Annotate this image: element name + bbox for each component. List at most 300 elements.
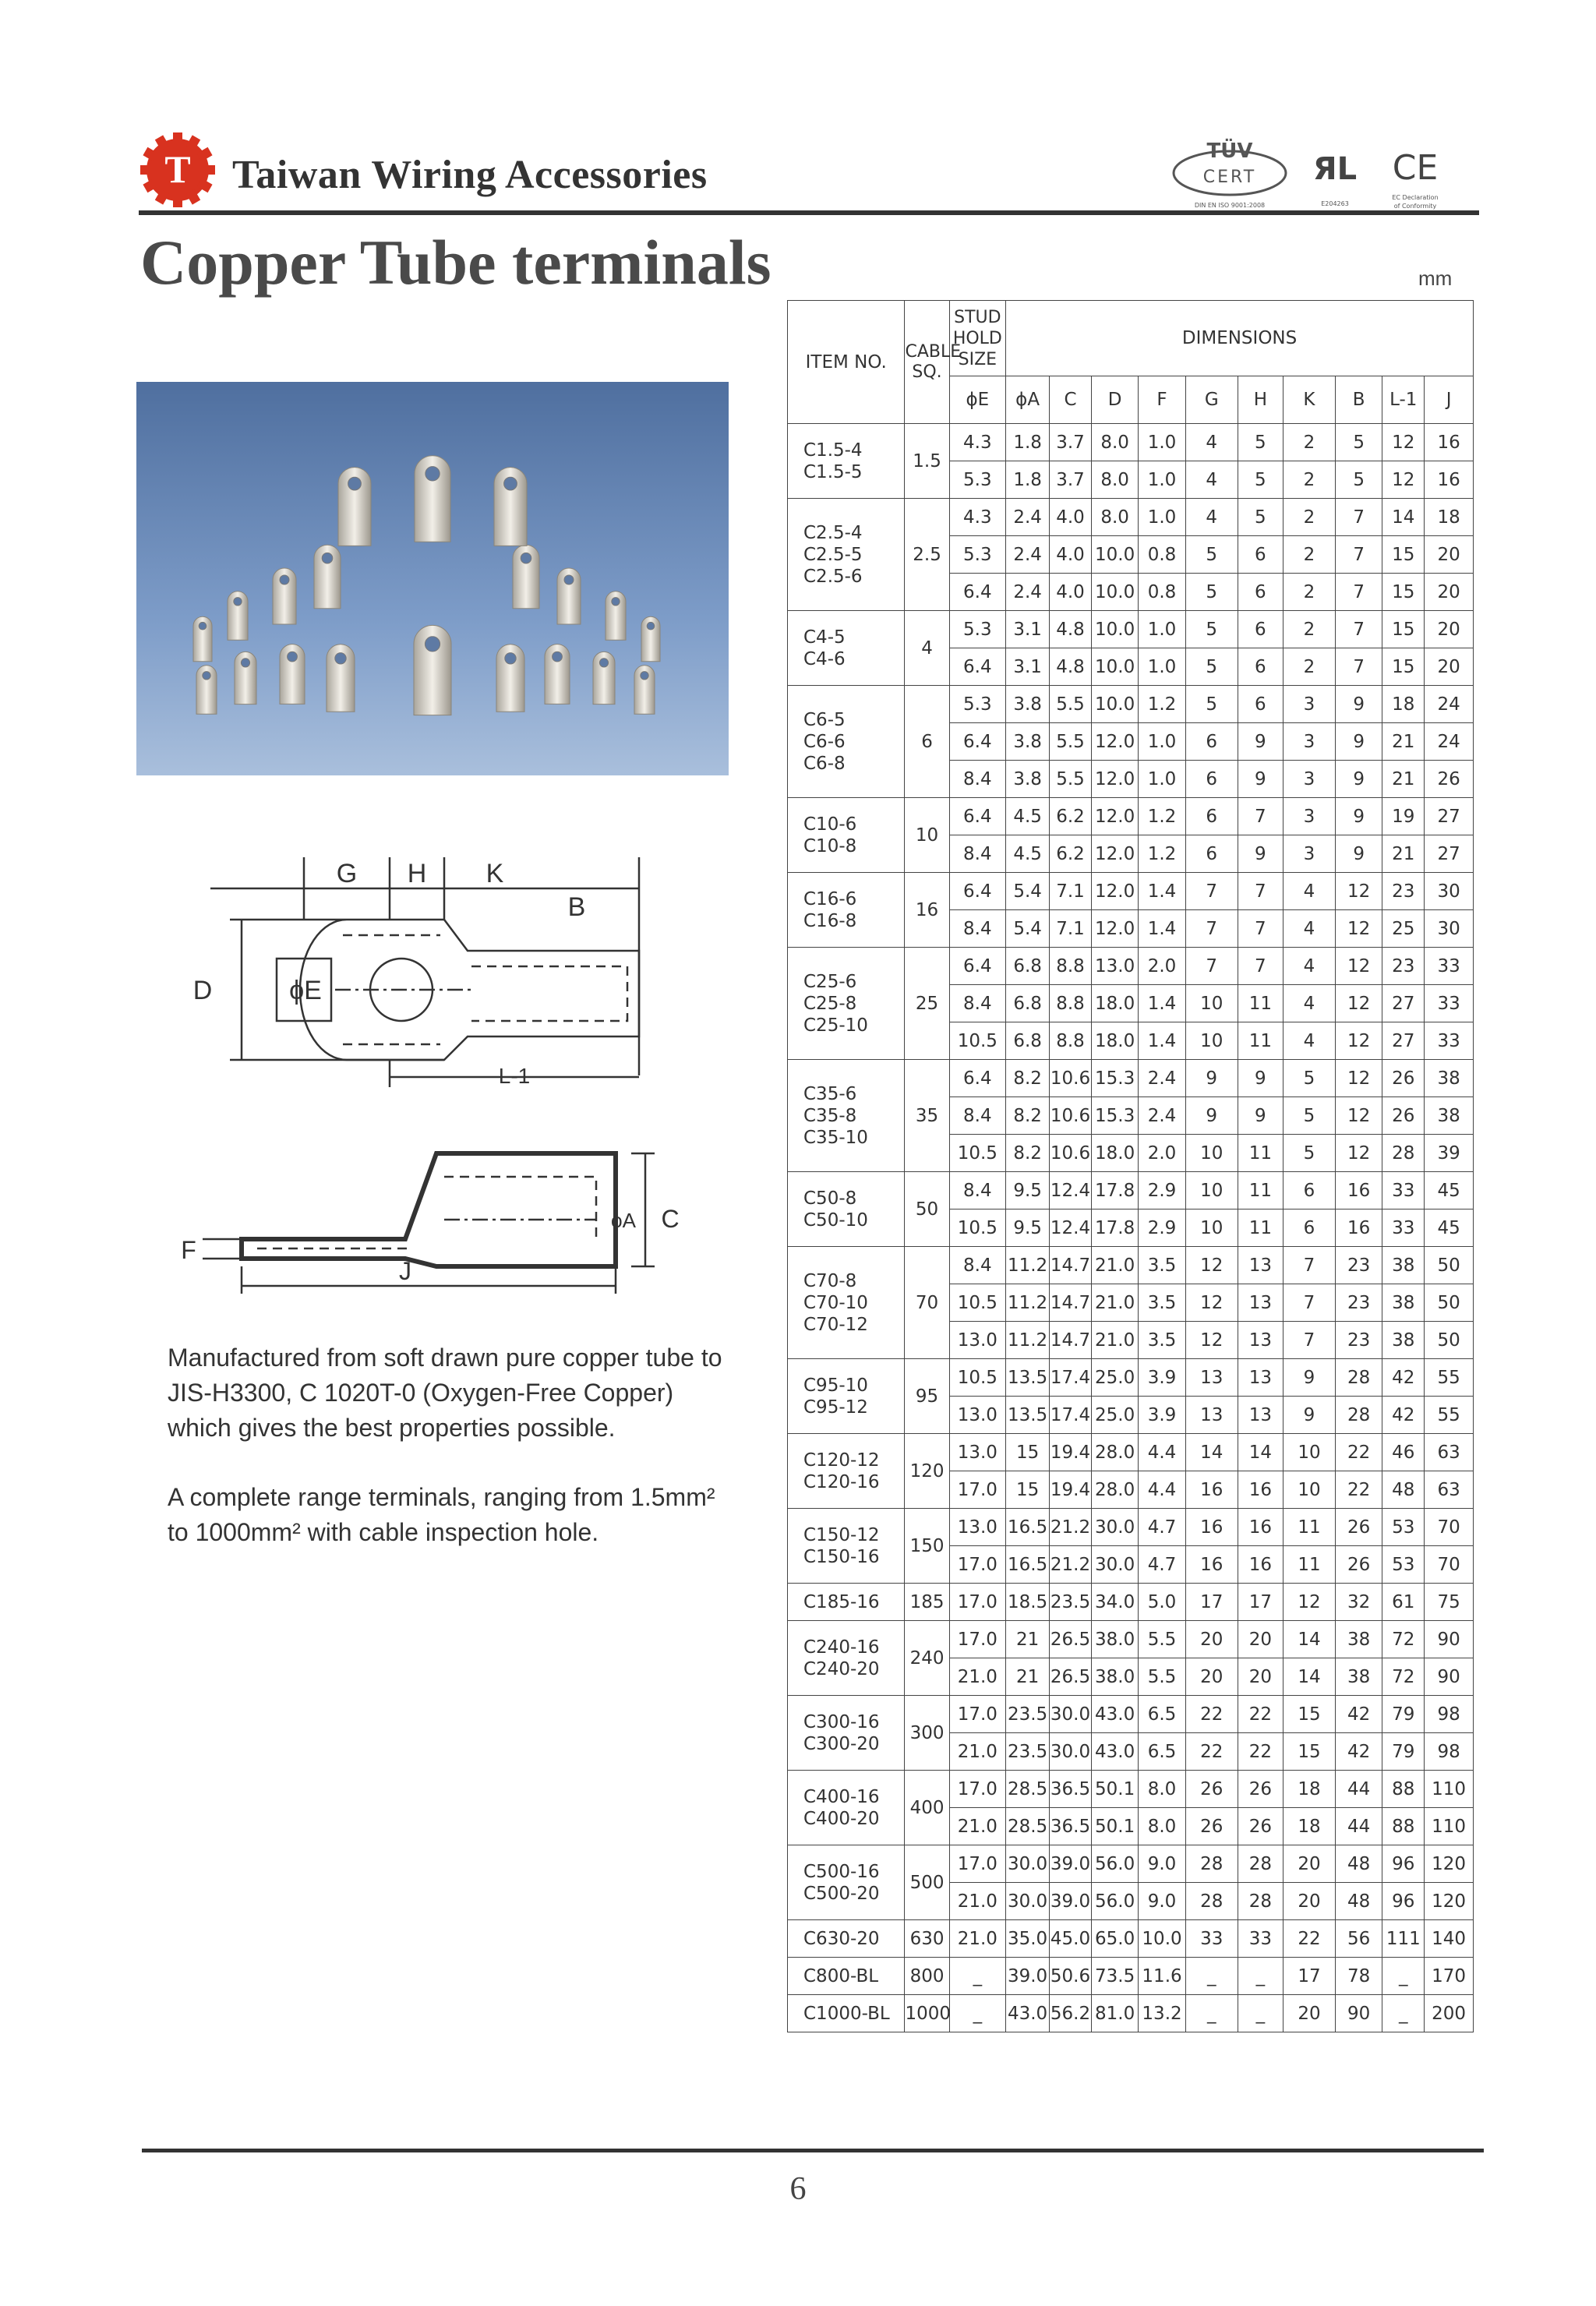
value-cell: 48 [1335,1883,1382,1920]
value-cell: 28 [1238,1845,1283,1883]
value-cell: 21.0 [1091,1284,1138,1322]
value-cell: 11 [1238,1172,1283,1210]
value-cell: 2 [1283,574,1335,611]
value-cell: 7 [1283,1247,1335,1284]
value-cell: 43.0 [1006,1995,1050,2032]
item-number-cell: C2.5-4 C2.5-5 C2.5-6 [788,499,905,611]
specification-table-body [788,424,1474,2032]
value-cell: 7 [1335,648,1382,686]
value-cell: 42 [1335,1733,1382,1771]
header-stud-e: ϕE [949,376,1006,424]
value-cell: 120 [1425,1845,1474,1883]
value-cell: 21.2 [1050,1509,1092,1546]
value-cell: 34.0 [1091,1584,1138,1621]
lug-hole [288,652,298,662]
dim-label-k: K [486,859,504,888]
item-number-cell: C240-16 C240-20 [788,1621,905,1696]
value-cell: 19 [1382,798,1425,835]
value-cell: 50.1 [1091,1771,1138,1808]
value-cell: 6 [1185,798,1238,835]
cable-sq-cell: 35 [905,1060,949,1172]
brand-logo-letter: T [164,147,191,191]
value-cell: 8.0 [1139,1771,1185,1808]
header-dim-1: C [1050,376,1092,424]
value-cell: 7 [1238,798,1283,835]
value-cell: 28 [1382,1135,1425,1172]
value-cell: 2 [1283,461,1335,499]
value-cell: 26 [1335,1546,1382,1584]
table-row [788,1434,1474,1471]
value-cell: 5.5 [1050,761,1092,798]
value-cell: 8.4 [949,985,1006,1022]
value-cell: 11.2 [1006,1284,1050,1322]
value-cell: 20 [1283,1883,1335,1920]
value-cell: 9 [1335,686,1382,723]
value-cell: 140 [1425,1920,1474,1958]
value-cell: 10.6 [1050,1097,1092,1135]
value-cell: 6 [1185,761,1238,798]
value-cell: 14 [1283,1658,1335,1696]
value-cell: 53 [1382,1509,1425,1546]
value-cell: 10 [1185,1172,1238,1210]
table-row [788,948,1474,985]
value-cell: 18.0 [1091,1022,1138,1060]
value-cell: 33 [1238,1920,1283,1958]
value-cell: 3 [1283,723,1335,761]
value-cell: 28 [1335,1397,1382,1434]
description-paragraph-2: A complete range terminals, ranging from 1.5mm² to 1000mm² with cable inspection hole. [168,1483,715,1546]
value-cell: 3 [1283,798,1335,835]
value-cell: 6 [1185,835,1238,873]
value-cell: 63 [1425,1471,1474,1509]
value-cell: 30.0 [1006,1845,1050,1883]
value-cell: 6.2 [1050,798,1092,835]
value-cell: 9.0 [1139,1883,1185,1920]
cable-sq-cell: 185 [905,1584,949,1621]
value-cell: 4.8 [1050,648,1092,686]
value-cell: 79 [1382,1696,1425,1733]
value-cell: 21.0 [1091,1247,1138,1284]
value-cell: 28.0 [1091,1471,1138,1509]
value-cell: 10.5 [949,1210,1006,1247]
header-dim-4: G [1185,376,1238,424]
value-cell: 33 [1425,1022,1474,1060]
value-cell: 70 [1425,1509,1474,1546]
value-cell: 8.2 [1006,1135,1050,1172]
value-cell: 7 [1238,948,1283,985]
value-cell: 20 [1185,1658,1238,1696]
value-cell: 15 [1382,536,1425,574]
value-cell: 4.8 [1050,611,1092,648]
value-cell: 39.0 [1050,1883,1092,1920]
value-cell: 56.2 [1050,1995,1092,2032]
value-cell: 22 [1283,1920,1335,1958]
value-cell: 16 [1425,424,1474,461]
value-cell: 56 [1335,1920,1382,1958]
value-cell: 1.8 [1006,461,1050,499]
value-cell: 13 [1238,1247,1283,1284]
value-cell: 5.0 [1139,1584,1185,1621]
value-cell: 17.0 [949,1696,1006,1733]
value-cell: 28.5 [1006,1808,1050,1845]
value-cell: 2.9 [1139,1172,1185,1210]
value-cell: 13.0 [949,1434,1006,1471]
value-cell: 110 [1425,1808,1474,1845]
table-row [788,499,1474,536]
value-cell: 15 [1382,611,1425,648]
dim-label-f: F [181,1236,196,1264]
item-number-cell: C95-10 C95-12 [788,1359,905,1434]
value-cell: 38 [1335,1621,1382,1658]
dim-label-j: J [399,1257,411,1285]
value-cell: 27 [1425,798,1474,835]
value-cell: 7 [1185,910,1238,948]
value-cell: 4.3 [949,424,1006,461]
value-cell: 15 [1382,648,1425,686]
table-row [788,1584,1474,1621]
value-cell: 6.4 [949,1060,1006,1097]
value-cell: 26 [1185,1808,1238,1845]
header-stud-hold-size: STUD HOLD SIZE [949,301,1006,376]
product-description [168,1340,729,1584]
value-cell: 8.8 [1050,985,1092,1022]
value-cell: 36.5 [1050,1771,1092,1808]
value-cell: 6.4 [949,873,1006,910]
value-cell: 5 [1283,1097,1335,1135]
value-cell: 15 [1283,1733,1335,1771]
lug-hole [348,477,362,490]
value-cell: 9.5 [1006,1172,1050,1210]
tuv-cert-label: CERT [1202,168,1257,187]
item-number-cell: C120-12 C120-16 [788,1434,905,1509]
ul-mark-icon: ЯL [1312,151,1358,187]
lug-hole [641,672,648,680]
value-cell: 14.7 [1050,1284,1092,1322]
value-cell: 18 [1283,1808,1335,1845]
value-cell: 15.3 [1091,1060,1138,1097]
value-cell: 19.4 [1050,1471,1092,1509]
value-cell: 17.0 [949,1771,1006,1808]
lug-hole [234,598,242,606]
value-cell: 12 [1185,1322,1238,1359]
value-cell: 7 [1185,948,1238,985]
value-cell: 18 [1382,686,1425,723]
value-cell: 3.7 [1050,461,1092,499]
value-cell: 3.7 [1050,424,1092,461]
value-cell: 20 [1283,1995,1335,2032]
value-cell: 17.8 [1091,1172,1138,1210]
value-cell: 21 [1382,723,1425,761]
value-cell: 23 [1382,948,1425,985]
tuv-caption: DIN EN ISO 9001:2008 [1194,202,1266,209]
value-cell: 38.0 [1091,1658,1138,1696]
value-cell: 6.8 [1006,1022,1050,1060]
value-cell: 17.0 [949,1845,1006,1883]
value-cell: 78 [1335,1958,1382,1995]
value-cell: 2.0 [1139,948,1185,985]
cable-sq-cell: 500 [905,1845,949,1920]
value-cell: 75 [1425,1584,1474,1621]
value-cell: _ [1382,1958,1425,1995]
value-cell: 11 [1238,985,1283,1022]
value-cell: 18.0 [1091,985,1138,1022]
value-cell: 12 [1382,461,1425,499]
value-cell: 1.0 [1139,761,1185,798]
value-cell: 30.0 [1050,1733,1092,1771]
value-cell: 6 [1283,1210,1335,1247]
table-row [788,1621,1474,1658]
value-cell: 14 [1238,1434,1283,1471]
value-cell: 3.8 [1006,761,1050,798]
value-cell: 2 [1283,536,1335,574]
value-cell: 20 [1425,574,1474,611]
value-cell: 38 [1382,1284,1425,1322]
item-number-cell: C70-8 C70-10 C70-12 [788,1247,905,1359]
value-cell: 9 [1335,798,1382,835]
lug-hole [425,467,440,481]
value-cell: 16 [1185,1546,1238,1584]
value-cell: 9.0 [1139,1845,1185,1883]
value-cell: 10.0 [1091,611,1138,648]
value-cell: 17 [1238,1584,1283,1621]
value-cell: 36.5 [1050,1808,1092,1845]
value-cell: 2 [1283,499,1335,536]
value-cell: 8.2 [1006,1097,1050,1135]
value-cell: 50 [1425,1247,1474,1284]
value-cell: 16 [1238,1546,1283,1584]
lug-hole [504,477,517,490]
value-cell: 9 [1238,761,1283,798]
value-cell: 3.1 [1006,648,1050,686]
value-cell: 27 [1382,985,1425,1022]
header-dim-6: K [1283,376,1335,424]
value-cell: 18.5 [1006,1584,1050,1621]
product-photo [136,382,729,775]
value-cell: _ [949,1995,1006,2032]
value-cell: 5.4 [1006,873,1050,910]
value-cell: 70 [1425,1546,1474,1584]
lug-hole [280,575,289,584]
value-cell: 98 [1425,1733,1474,1771]
value-cell: 28 [1185,1883,1238,1920]
value-cell: 98 [1425,1696,1474,1733]
value-cell: 12 [1335,948,1382,985]
value-cell: 4 [1185,424,1238,461]
value-cell: 56.0 [1091,1883,1138,1920]
value-cell: 26 [1382,1097,1425,1135]
specification-table [787,300,1474,2032]
lug-hole [599,659,608,667]
value-cell: 8.0 [1091,424,1138,461]
value-cell: 44 [1335,1808,1382,1845]
value-cell: 4 [1283,873,1335,910]
header-item-no: ITEM NO. [788,301,905,424]
value-cell: 63 [1425,1434,1474,1471]
value-cell: 20 [1425,648,1474,686]
value-cell: 15 [1283,1696,1335,1733]
value-cell: 15.3 [1091,1097,1138,1135]
value-cell: 23 [1335,1247,1382,1284]
value-cell: 17.4 [1050,1397,1092,1434]
value-cell: 1.0 [1139,499,1185,536]
value-cell: 50.6 [1050,1958,1092,1995]
value-cell: 11.6 [1139,1958,1185,1995]
value-cell: 7 [1185,873,1238,910]
value-cell: 26.5 [1050,1621,1092,1658]
value-cell: 4.7 [1139,1546,1185,1584]
table-row [788,1958,1474,1995]
value-cell: 1.4 [1139,1022,1185,1060]
value-cell: 4 [1185,461,1238,499]
value-cell: 13.5 [1006,1359,1050,1397]
cable-sq-cell: 630 [905,1920,949,1958]
value-cell: 6 [1238,611,1283,648]
value-cell: 4.5 [1006,835,1050,873]
value-cell: 50 [1425,1322,1474,1359]
value-cell: 33 [1382,1210,1425,1247]
value-cell: 1.4 [1139,985,1185,1022]
value-cell: 2.4 [1006,499,1050,536]
dim-label-l1: L-1 [498,1064,531,1088]
value-cell: 3.8 [1006,723,1050,761]
value-cell: 65.0 [1091,1920,1138,1958]
value-cell: 30.0 [1091,1546,1138,1584]
value-cell: 81.0 [1091,1995,1138,2032]
value-cell: 4.0 [1050,499,1092,536]
value-cell: 5 [1185,536,1238,574]
brand-logo-icon [139,131,217,209]
value-cell: 4 [1283,910,1335,948]
value-cell: 15 [1382,574,1425,611]
value-cell: 39.0 [1050,1845,1092,1883]
value-cell: 5 [1238,461,1283,499]
value-cell: 28 [1238,1883,1283,1920]
value-cell: 6.5 [1139,1696,1185,1733]
dim-label-a: ϕA [611,1209,636,1232]
cable-sq-cell: 800 [905,1958,949,1995]
gear-tooth [173,195,182,207]
cable-sq-cell: 70 [905,1247,949,1359]
value-cell: 26.5 [1050,1658,1092,1696]
value-cell: 50 [1425,1284,1474,1322]
value-cell: 4 [1185,499,1238,536]
value-cell: 6 [1238,686,1283,723]
value-cell: 3.9 [1139,1359,1185,1397]
value-cell: 5 [1238,424,1283,461]
value-cell: 42 [1335,1696,1382,1733]
value-cell: 38 [1382,1322,1425,1359]
value-cell: 10.0 [1091,574,1138,611]
value-cell: 1.0 [1139,611,1185,648]
value-cell: 120 [1425,1883,1474,1920]
value-cell: 9.5 [1006,1210,1050,1247]
value-cell: 14 [1185,1434,1238,1471]
value-cell: 88 [1382,1771,1425,1808]
value-cell: 43.0 [1091,1696,1138,1733]
value-cell: 18 [1283,1771,1335,1808]
certification-logos [1167,125,1464,218]
value-cell: 3.9 [1139,1397,1185,1434]
value-cell: 12.0 [1091,835,1138,873]
value-cell: 6.2 [1050,835,1092,873]
value-cell: 21.0 [949,1920,1006,1958]
header-dim-5: H [1238,376,1283,424]
value-cell: 5.3 [949,611,1006,648]
value-cell: 4.7 [1139,1509,1185,1546]
value-cell: 30.0 [1050,1696,1092,1733]
value-cell: 2.4 [1139,1097,1185,1135]
header-dim-7: B [1335,376,1382,424]
value-cell: 72 [1382,1658,1425,1696]
value-cell: 2.9 [1139,1210,1185,1247]
value-cell: 12 [1335,985,1382,1022]
description-paragraph-1: Manufactured from soft drawn pure copper tube to JIS-H3300, C 1020T-0 (Oxygen-Free Copper) which gives the best properties possible. [168,1344,722,1442]
value-cell: 14 [1283,1621,1335,1658]
value-cell: 10.6 [1050,1060,1092,1097]
value-cell: 9 [1238,1097,1283,1135]
value-cell: 25.0 [1091,1397,1138,1434]
table-row [788,1172,1474,1210]
value-cell: 200 [1425,1995,1474,2032]
value-cell: 55 [1425,1359,1474,1397]
value-cell: 9 [1238,835,1283,873]
value-cell: 12.4 [1050,1210,1092,1247]
value-cell: 2 [1283,648,1335,686]
value-cell: 21.0 [949,1658,1006,1696]
lug-side-view-diagram [179,1130,694,1301]
value-cell: 17.4 [1050,1359,1092,1397]
value-cell: 72 [1382,1621,1425,1658]
value-cell: 17.0 [949,1584,1006,1621]
value-cell: 3.5 [1139,1247,1185,1284]
cable-sq-cell: 2.5 [905,499,949,611]
value-cell: 12 [1382,424,1425,461]
value-cell: 22 [1335,1434,1382,1471]
value-cell: 12.0 [1091,761,1138,798]
item-number-cell: C1000-BL [788,1995,905,2032]
item-number-cell: C4-5 C4-6 [788,611,905,686]
value-cell: 9 [1283,1397,1335,1434]
value-cell: 21.0 [1091,1322,1138,1359]
value-cell: 12 [1185,1284,1238,1322]
value-cell: 20 [1425,536,1474,574]
item-number-cell: C185-16 [788,1584,905,1621]
gear-tooth [140,165,153,175]
value-cell: 12.0 [1091,723,1138,761]
value-cell: 39 [1425,1135,1474,1172]
value-cell: 13.0 [1091,948,1138,985]
header-dim-9: J [1425,376,1474,424]
value-cell: 0.8 [1139,574,1185,611]
table-row [788,1359,1474,1397]
lug-hole [241,659,249,667]
value-cell: 5.4 [1006,910,1050,948]
value-cell: 2.4 [1006,536,1050,574]
item-number-cell: C800-BL [788,1958,905,1995]
value-cell: 25 [1382,910,1425,948]
value-cell: 10.5 [949,1284,1006,1322]
value-cell: 0.8 [1139,536,1185,574]
lug-hole [521,553,531,563]
value-cell: 22 [1238,1733,1283,1771]
value-cell: 1.0 [1139,461,1185,499]
item-number-cell: C10-6 C10-8 [788,798,905,873]
value-cell: 1.4 [1139,873,1185,910]
value-cell: 38 [1425,1097,1474,1135]
value-cell: 44 [1335,1771,1382,1808]
value-cell: 12.0 [1091,798,1138,835]
value-cell: 23 [1382,873,1425,910]
